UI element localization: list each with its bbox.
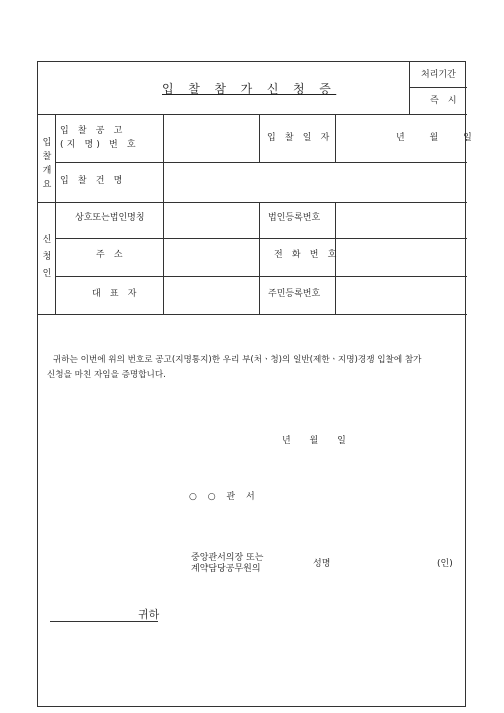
address-label: 주 소 <box>96 250 126 260</box>
applicant-label-divider <box>55 202 56 314</box>
bid-name-label: 입 찰 건 명 <box>60 176 126 186</box>
bid-date-value-divider <box>335 114 336 162</box>
official-title-line2: 계약담당공무원의 <box>191 564 261 574</box>
representative-label: 대 표 자 <box>92 289 140 299</box>
applicant-row2-line <box>55 276 467 277</box>
form-title: 입 찰 참 가 신 청 증 <box>162 82 337 96</box>
applicant-section-label-2: 청 <box>42 252 52 262</box>
company-name-label: 상호또는법인명칭 <box>75 213 145 223</box>
issuing-office: ○ ○ 관 서 <box>189 492 255 502</box>
recipient-suffix: 귀하 <box>138 608 160 621</box>
bid-date-value: 년 월 일 <box>396 133 472 143</box>
bid-date-label-left <box>259 114 260 162</box>
notice-number-label-line1: 입 찰 공 고 <box>60 126 126 136</box>
processing-period-divider <box>409 87 467 88</box>
applicant-row1-line <box>55 238 467 239</box>
overview-section-label: 입찰개요 <box>42 138 52 190</box>
seal-mark: (인) <box>437 559 453 569</box>
applicant-section-label-3: 인 <box>42 269 52 279</box>
certificate-body-line2: 신청을 마친 자임을 증명합니다. <box>47 370 166 380</box>
resident-reg-number-label: 주민등록번호 <box>268 289 321 299</box>
overview-bottom-line <box>38 202 467 203</box>
corp-reg-number-label: 법인등록번호 <box>268 213 321 223</box>
certificate-body-line1: 귀하는 이번에 위의 번호로 공고(지명통지)한 우리 부(처ㆍ청)의 일반(제한ㆍ지명)경쟁 입찰에 참가 <box>53 355 422 365</box>
processing-period-label: 처리기간 <box>421 70 456 80</box>
applicant-col1-divider <box>163 202 164 314</box>
bid-date-label: 입 찰 일 자 <box>267 133 333 143</box>
header-bottom-line <box>38 114 467 115</box>
certificate-date: 년 월 일 <box>282 436 346 446</box>
title-divider <box>409 62 410 114</box>
overview-label-divider <box>55 114 56 202</box>
applicant-section-label-1: 신 <box>42 235 52 245</box>
applicant-bottom-line <box>38 314 467 315</box>
applicant-col2-divider <box>259 202 260 314</box>
bid-participation-certificate-form <box>37 61 472 707</box>
overview-middle-line <box>55 162 467 163</box>
processing-period-value: 즉 시 <box>430 96 460 106</box>
official-title-line1: 중앙관서의장 또는 <box>191 553 264 563</box>
phone-label: 전 화 번 호 <box>274 250 340 260</box>
notice-number-label-line2: (지 명) 번 호 <box>60 140 139 150</box>
notice-number-value-divider <box>163 114 164 202</box>
name-label: 성명 <box>313 559 331 569</box>
